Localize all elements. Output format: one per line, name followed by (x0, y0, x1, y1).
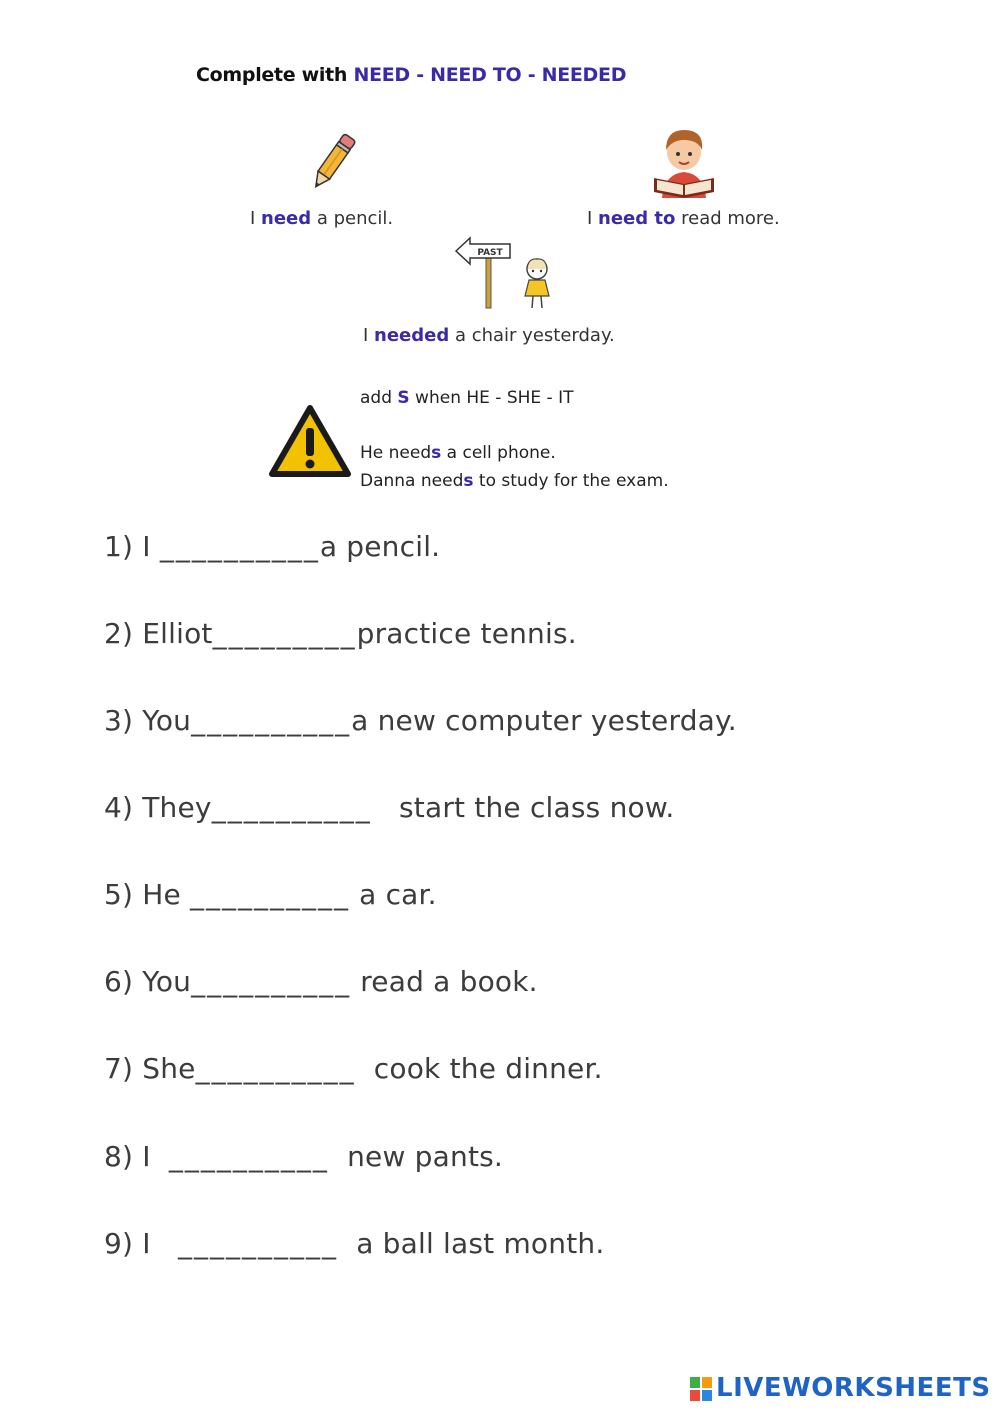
answer-blank-4[interactable]: __________ (211, 791, 372, 824)
past-signpost-icon (452, 236, 516, 310)
liveworksheets-brand: LIVEWORKSHEETS (690, 1373, 991, 1403)
question-4: 4) They__________ start the class now. (104, 791, 675, 824)
question-2: 2) Elliot_________practice tennis. (104, 617, 577, 650)
rule-example-1: He needs a cell phone. (360, 443, 556, 463)
question-3: 3) You__________a new computer yesterday. (104, 704, 737, 737)
answer-blank-6[interactable]: __________ (191, 965, 352, 998)
question-8: 8) I __________ new pants. (104, 1140, 504, 1173)
question-7: 7) She__________ cook the dinner. (104, 1052, 603, 1085)
question-9: 9) I __________ a ball last month. (104, 1227, 605, 1260)
svg-text:PAST: PAST (477, 248, 503, 258)
answer-blank-2[interactable]: _________ (212, 617, 357, 650)
answer-blank-5[interactable]: __________ (190, 878, 351, 911)
answer-blank-9[interactable]: __________ (178, 1227, 338, 1260)
answer-blank-1[interactable]: __________ (159, 530, 320, 563)
example-needed: I needed a chair yesterday. (363, 325, 615, 346)
boy-reading-icon (648, 122, 720, 198)
rule-example-2: Danna needs to study for the exam. (360, 471, 669, 491)
liveworksheets-logo-icon (690, 1377, 712, 1401)
answer-blank-7[interactable]: __________ (195, 1052, 356, 1085)
question-5: 5) He __________ a car. (104, 878, 437, 911)
warning-icon (268, 404, 352, 478)
pencil-icon (303, 128, 363, 196)
rule-add-s: add S when HE - SHE - IT (360, 388, 574, 408)
girl-icon (520, 256, 554, 310)
page-title: Complete with NEED - NEED TO - NEEDED (196, 64, 627, 86)
example-need-to: I need to read more. (587, 208, 780, 229)
question-1: 1) I __________a pencil. (104, 530, 441, 563)
example-need: I need a pencil. (250, 208, 394, 229)
answer-blank-3[interactable]: __________ (191, 704, 352, 737)
answer-blank-8[interactable]: __________ (168, 1140, 329, 1173)
question-6: 6) You__________ read a book. (104, 965, 538, 998)
